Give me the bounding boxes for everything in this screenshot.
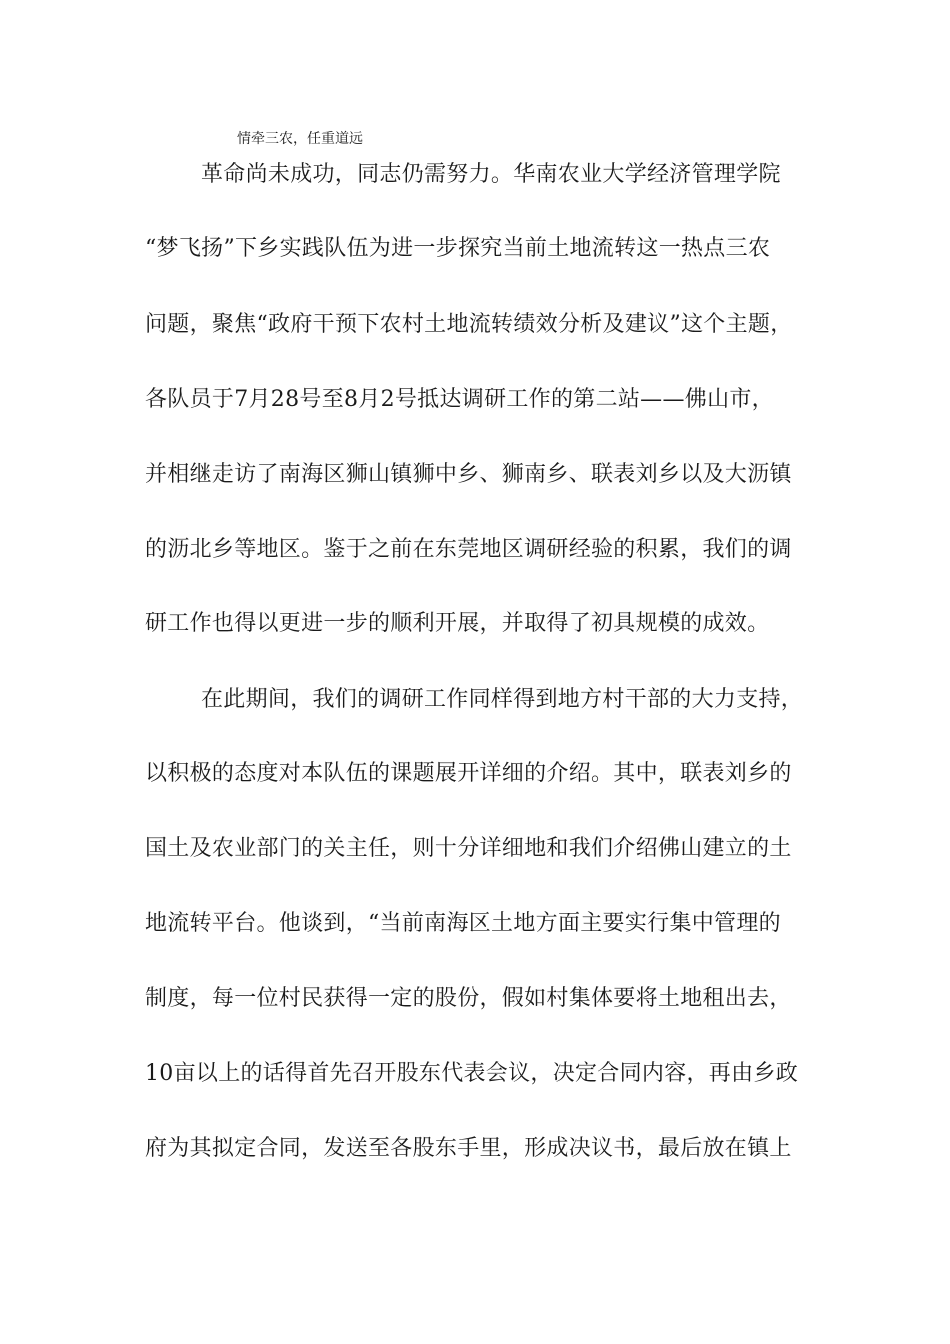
document-title: 情牵三农，任重道远	[237, 131, 363, 147]
paragraph-1-line-6: 的沥北乡等地区。鉴于之前在东莞地区调研经验的积累，我们的调	[145, 537, 792, 562]
paragraph-2-line-1: 在此期间，我们的调研工作同样得到地方村干部的大力支持，	[201, 687, 804, 712]
paragraph-1-line-2: “梦飞扬”下乡实践队伍为进一步探究当前土地流转这一热点三农	[145, 236, 771, 261]
paragraph-2-line-4: 地流转平台。他谈到，“当前南海区土地方面主要实行集中管理的	[145, 911, 781, 936]
paragraph-1-line-1: 革命尚未成功，同志仍需努力。华南农业大学经济管理学院	[201, 162, 781, 187]
paragraph-1-line-4: 各队员于7月28号至8月2号抵达调研工作的第二站——佛山市，	[145, 387, 774, 412]
paragraph-2-line-3: 国土及农业部门的关主任，则十分详细地和我们介绍佛山建立的土	[145, 836, 792, 861]
paragraph-1-line-3: 问题，聚焦“政府干预下农村土地流转绩效分析及建议”这个主题，	[145, 312, 793, 337]
paragraph-1-line-7: 研工作也得以更进一步的顺利开展，并取得了初具规模的成效。	[145, 611, 770, 636]
paragraph-2-line-2: 以积极的态度对本队伍的课题展开详细的介绍。其中，联表刘乡的	[145, 761, 792, 786]
paragraph-2-line-6: 10亩以上的话得首先召开股东代表会议，决定合同内容，再由乡政	[145, 1061, 798, 1086]
paragraph-1-line-5: 并相继走访了南海区狮山镇狮中乡、狮南乡、联表刘乡以及大沥镇	[145, 462, 792, 487]
paragraph-2-line-5: 制度，每一位村民获得一定的股份，假如村集体要将土地租出去，	[145, 986, 792, 1011]
paragraph-2-line-7: 府为其拟定合同，发送至各股东手里，形成决议书，最后放在镇上	[145, 1136, 792, 1161]
